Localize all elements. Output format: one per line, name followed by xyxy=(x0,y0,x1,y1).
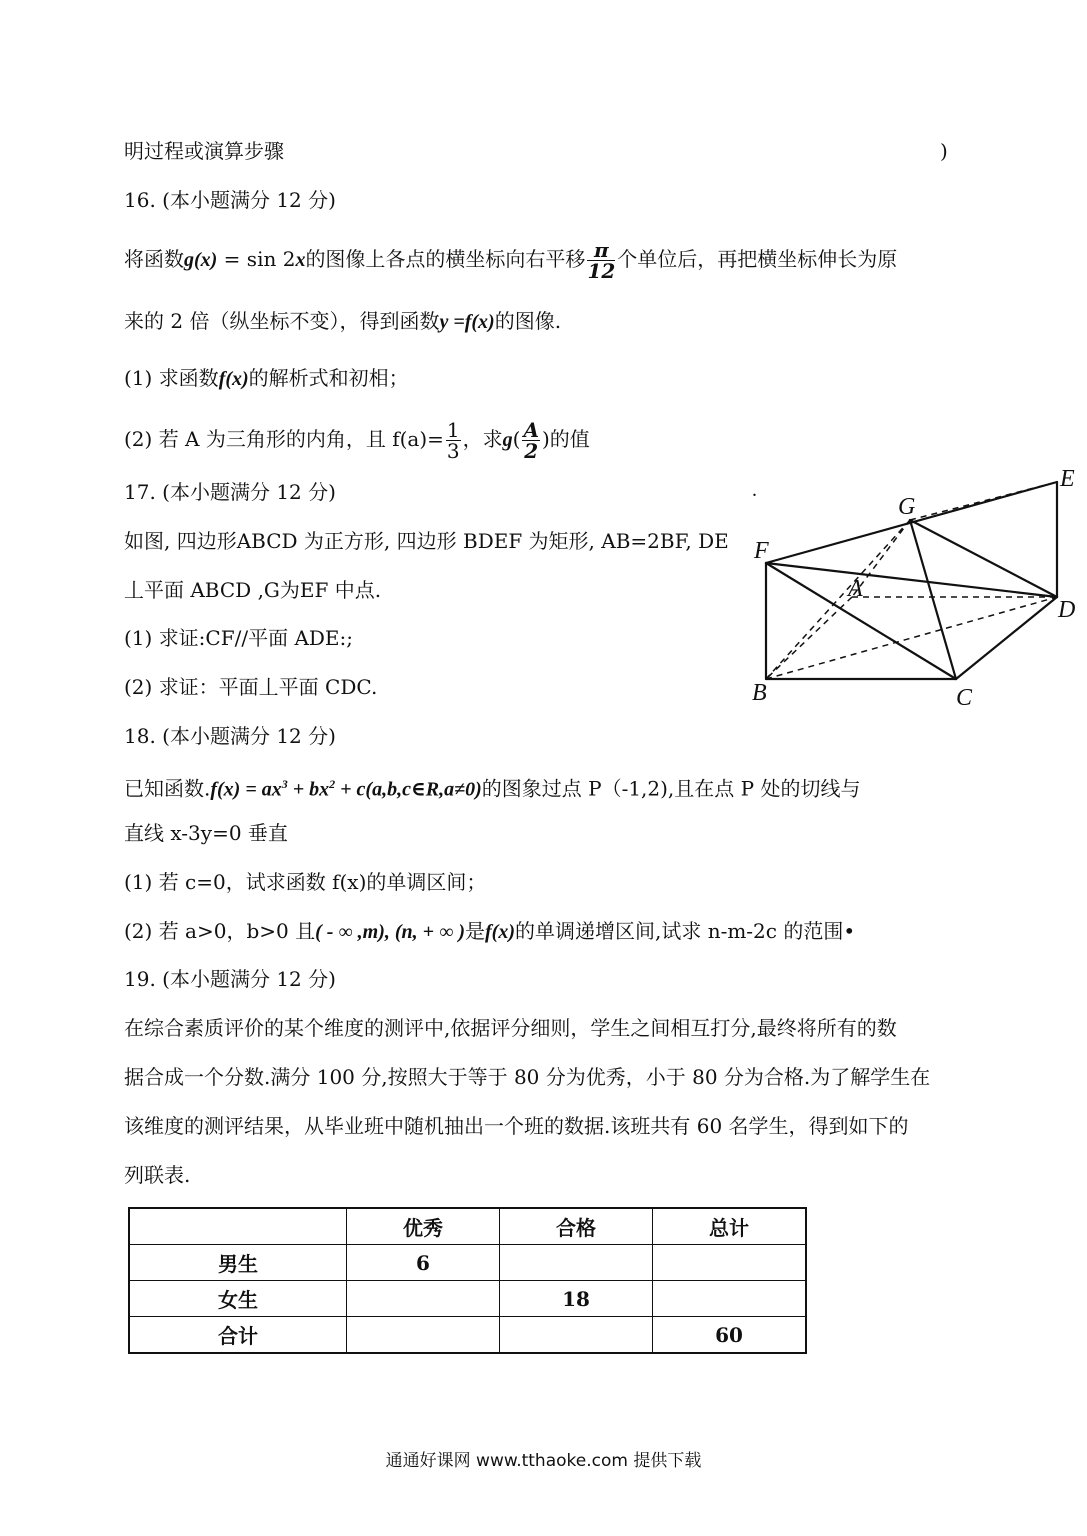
table-cell: 女生 xyxy=(129,1281,347,1317)
table-cell: 6 xyxy=(347,1245,500,1281)
table-header-row xyxy=(129,1208,806,1245)
q16-heading: 16. (本小题满分 12 分) xyxy=(124,188,336,212)
table-cell xyxy=(347,1317,500,1354)
table-cell: 18 xyxy=(500,1281,653,1317)
table-cell xyxy=(653,1245,807,1281)
table-cell xyxy=(500,1317,653,1354)
label-F: F xyxy=(754,538,769,564)
edge-FD xyxy=(766,563,1057,597)
q19-heading: 19. (本小题满分 12 分) xyxy=(124,967,336,991)
label-C: C xyxy=(956,685,973,711)
table-header-cell: 总计 xyxy=(653,1208,807,1245)
table-header-cell xyxy=(129,1208,347,1245)
label-G: G xyxy=(898,494,916,520)
table-cell xyxy=(500,1245,653,1281)
q19-line2: 据合成一个分数.满分 100 分,按照大于等于 80 分为优秀，小于 80 分为合格.为了解学生在 xyxy=(124,1065,931,1089)
q17-line1: 如图, 四边形ABCD 为正方形, 四边形 BDEF 为矩形, AB=2BF, DE xyxy=(124,529,729,553)
geometry-figure xyxy=(746,462,1086,712)
one-third-fraction: $\frac{1}{3}$ xyxy=(446,418,460,463)
header-text: 明过程或演算步骤 xyxy=(124,139,284,163)
q19-line3: 该维度的测评结果，从毕业班中随机抽出一个班的数据.该班共有 60 名学生，得到如下的 xyxy=(124,1114,909,1138)
table-cell: 合计 xyxy=(129,1317,347,1354)
table-header-cell: 优秀 xyxy=(347,1208,500,1245)
table-cell: 60 xyxy=(653,1317,807,1354)
label-E: E xyxy=(1060,466,1075,492)
q18-line2: 直线 x-3y=0 垂直 xyxy=(124,821,288,845)
table-row xyxy=(129,1317,806,1354)
q18-part2: (2) 若 a>0，b>0 且( - ∞ ,m), (n, + ∞ )是f(x)的单调递增区间,试求 n-m-2c 的范围• xyxy=(124,919,856,943)
q17-part2: (2) 求证：平面丄平面 CDC. xyxy=(124,675,378,699)
q16-line1: 将函数g(x) = sin 2x的图像上各点的横坐标向右平移 $\frac{\pi}{12}$ 个单位后，再把横坐标伸长为原 xyxy=(124,238,898,283)
q17-heading: 17. (本小题满分 12 分) xyxy=(124,480,336,504)
pi-over-12-fraction: $\frac{\pi}{12}$ xyxy=(587,238,616,283)
edge-CD xyxy=(956,597,1057,679)
label-B: B xyxy=(752,680,767,706)
q16-line2: 来的 2 倍（纵坐标不变），得到函数y =f(x)的图像. xyxy=(124,309,562,333)
contingency-table xyxy=(128,1207,807,1354)
a-over-2-fraction: $\frac{A}{2}$ xyxy=(523,418,539,463)
q17-line2: 丄平面 ABCD ,G为EF 中点. xyxy=(124,578,382,602)
edge-GD xyxy=(910,520,1057,597)
table-header-cell: 合格 xyxy=(500,1208,653,1245)
q17-part1: (1) 求证:CF//平面 ADE:; xyxy=(124,626,353,650)
table-cell: 男生 xyxy=(129,1245,347,1281)
q19-line1: 在综合素质评价的某个维度的测评中,依据评分细则，学生之间相互打分,最终将所有的数 xyxy=(124,1016,897,1040)
stray-dot: . xyxy=(752,479,757,501)
q18-part1: (1) 若 c=0，试求函数 f(x)的单调区间； xyxy=(124,870,487,894)
label-A: A xyxy=(848,576,863,602)
q16-part1: (1) 求函数f(x)的解析式和初相； xyxy=(124,366,409,390)
table-cell xyxy=(347,1281,500,1317)
q18-line1: 已知函数$.f(x) = ax^3 + bx^2$ + c(a,b,c∈R,a≠0)的图象过点 P（-1,2),且在点 P 处的切线与 xyxy=(124,776,861,801)
label-D: D xyxy=(1058,597,1076,623)
q18-heading: 18. (本小题满分 12 分) xyxy=(124,724,336,748)
header-paren: ) xyxy=(940,139,948,163)
q16-part2: (2) 若 A 为三角形的内角，且 f(a)= $\frac{1}{3}$ ，求g( $\frac{A}{2}$ )的值 xyxy=(124,418,590,463)
q19-line4: 列联表. xyxy=(124,1163,191,1187)
table-cell xyxy=(653,1281,807,1317)
page-footer: 通通好课网 www.tthaoke.com 提供下载 xyxy=(385,1451,702,1471)
table-row xyxy=(129,1281,806,1317)
table-row xyxy=(129,1245,806,1281)
